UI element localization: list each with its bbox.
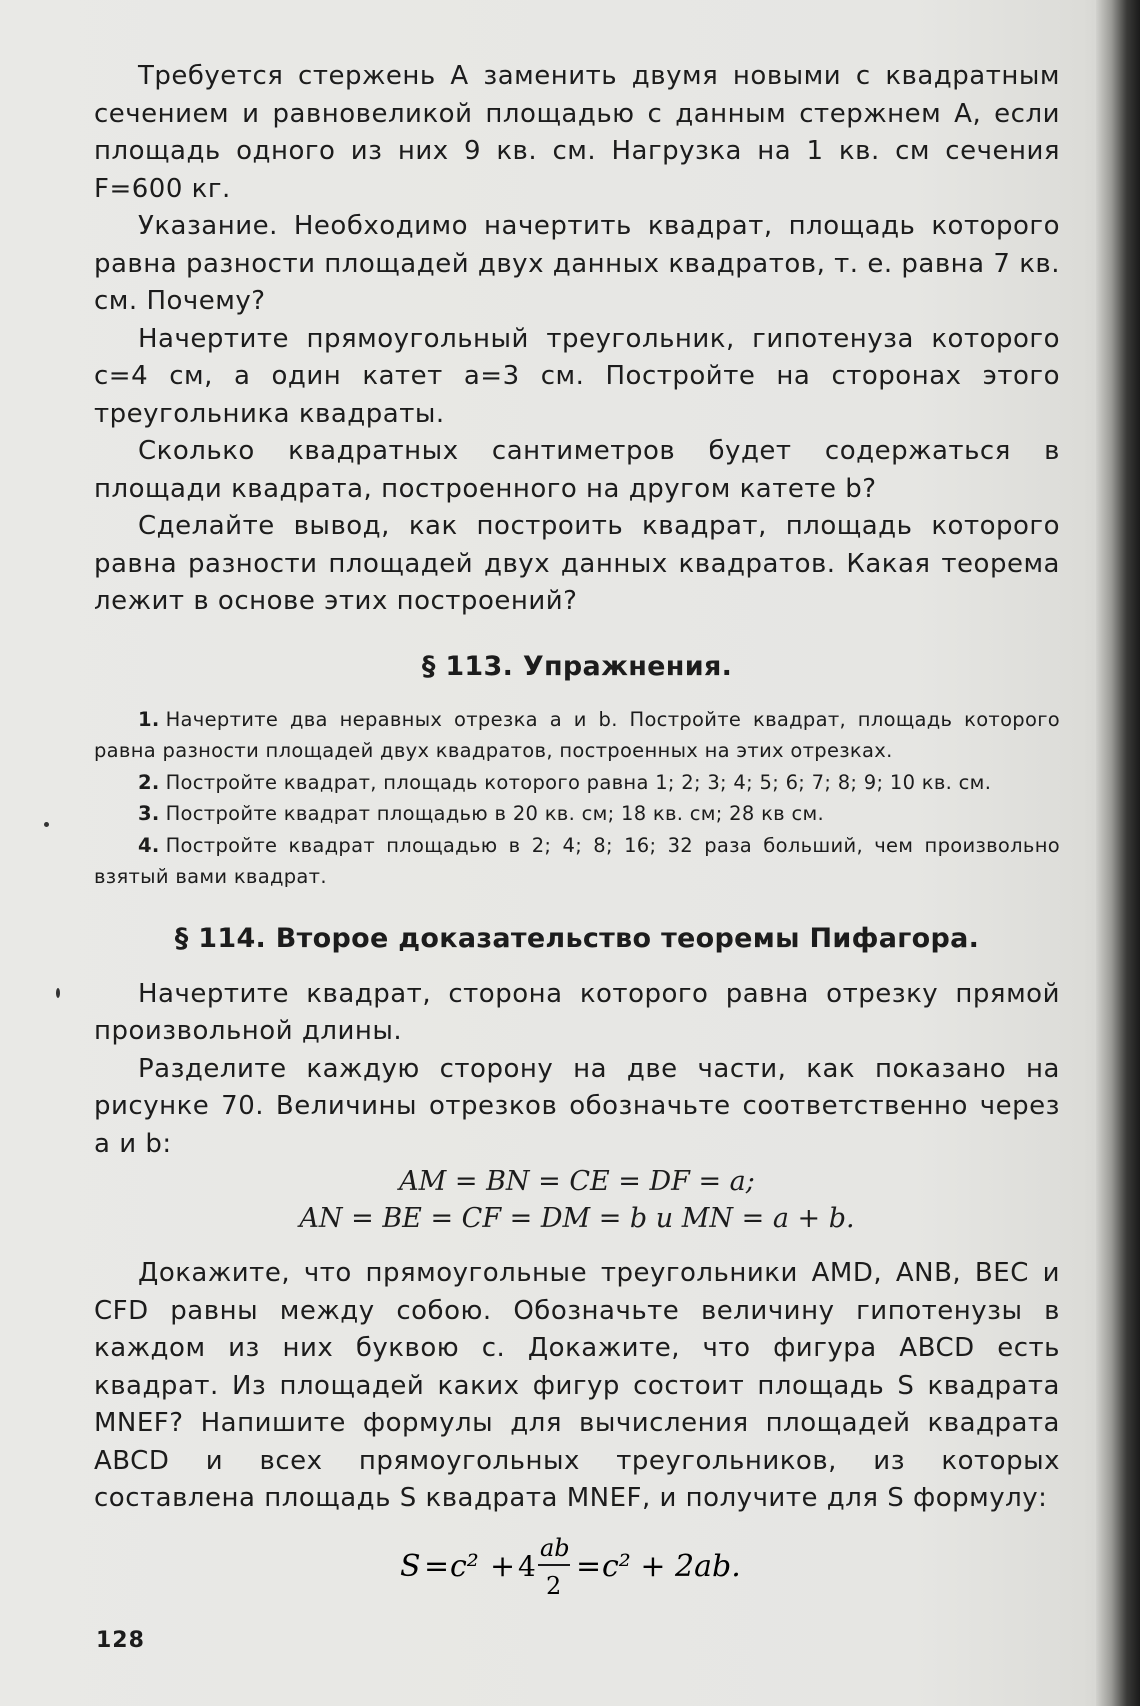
formula-numerator: ab bbox=[540, 1533, 570, 1562]
paragraph-square-question: Сколько квадратных сантиметров будет содержаться в площади квадрата, построенного на другом катете b? bbox=[94, 436, 1060, 504]
exercise-item bbox=[94, 704, 1060, 767]
exercise-number: 3. bbox=[138, 802, 160, 825]
formula-plus: + bbox=[490, 1548, 516, 1584]
print-speck bbox=[56, 988, 60, 998]
paragraph-rod-task: Требуется стержень A заменить двумя новыми с квадратным сечением и равновеликой площадью с данным стержнем A, если площадь одного из них 9 кв. см. Нагрузка на 1 кв. см сечения F=600 кг. bbox=[94, 61, 1060, 204]
segment-formulas bbox=[94, 1163, 1060, 1237]
exercise-item bbox=[94, 798, 1060, 830]
page-number: 128 bbox=[96, 1628, 145, 1653]
section-113-title: § 113. Упражнения. bbox=[421, 650, 733, 682]
book-spine-shadow bbox=[1096, 0, 1140, 1706]
paragraph-draw-triangle: Начертите прямоугольный треугольник, гипотенуза которого c=4 см, а один катет a=3 см. Постройте на сторонах этого треугольника квадраты. bbox=[94, 323, 1060, 429]
paragraph-prove-triangles: Докажите, что прямоугольные треугольники AMD, ANB, BEC и CFD равны между собою. Обозначьте величину гипотенузы в каждом из них буквою c. Докажите, что фигура ABCD есть квадрат. Из площадей каких фигур состоит площадь S квадрата MNEF? Напишите формулы для вычисления площадей квадрата ABCD и всех прямоугольных треугольников, из которых составлена площадь S квадрата MNEF, и получите для S формулу: bbox=[94, 1258, 1060, 1513]
formula-four: 4 bbox=[518, 1549, 536, 1583]
page-content bbox=[94, 58, 1060, 1604]
formula-segments-a: AM = BN = CE = DF = a; bbox=[399, 1166, 755, 1197]
section-114-title: § 114. Второе доказательство теоремы Пифагора. bbox=[174, 922, 980, 954]
formula-denominator: 2 bbox=[546, 1571, 562, 1600]
area-formula-svg bbox=[94, 1532, 1060, 1604]
formula-rhs: c² + 2ab. bbox=[602, 1548, 741, 1584]
exercise-text: Постройте квадрат площадью в 2; 4; 8; 16; 32 раза больший, чем произвольно взятый вами квадрат. bbox=[94, 833, 1060, 888]
exercise-text: Начертите два неравных отрезка a и b. Постройте квадрат, площадь которого равна разности площадей двух квадратов, построенных на этих отрезках. bbox=[94, 707, 1060, 762]
paragraph-conclusion: Сделайте вывод, как построить квадрат, площадь которого равна разности площадей двух данных квадратов. Какая теорема лежит в основе этих построений? bbox=[94, 511, 1060, 616]
exercise-list bbox=[94, 704, 1060, 893]
exercise-number: 2. bbox=[138, 770, 160, 794]
exercise-item bbox=[94, 830, 1060, 893]
exercise-number: 4. bbox=[138, 833, 160, 857]
exercise-text: Постройте квадрат, площадь которого равна 1; 2; 3; 4; 5; 6; 7; 8; 9; 10 кв. см. bbox=[165, 770, 992, 794]
paragraph-divide-sides: Разделите каждую сторону на две части, как показано на рисунке 70. Величины отрезков обозначьте соответственно через a и b: bbox=[94, 1053, 1060, 1159]
print-speck bbox=[44, 822, 49, 827]
paragraph-hint: Указание. Необходимо начертить квадрат, площадь которого равна разности площадей двух данных квадратов, т. е. равна 7 кв. см. Почему? bbox=[94, 211, 1060, 316]
area-formula bbox=[94, 1532, 1060, 1604]
formula-eq: = bbox=[424, 1548, 450, 1584]
formula-c2: c² bbox=[450, 1548, 479, 1584]
paragraph-draw-square: Начертите квадрат, сторона которого равна отрезку прямой произвольной длины. bbox=[94, 978, 1060, 1046]
formula-segments-b: AN = BE = CF = DM = b и MN = a + b. bbox=[299, 1203, 855, 1234]
exercise-text: Постройте квадрат площадью в 20 кв. см; 18 кв. см; 28 кв см. bbox=[165, 802, 824, 825]
exercise-item bbox=[94, 767, 1060, 799]
formula-lhs: S bbox=[400, 1548, 421, 1584]
exercise-number: 1. bbox=[138, 707, 160, 731]
formula-eq2: = bbox=[576, 1548, 602, 1584]
